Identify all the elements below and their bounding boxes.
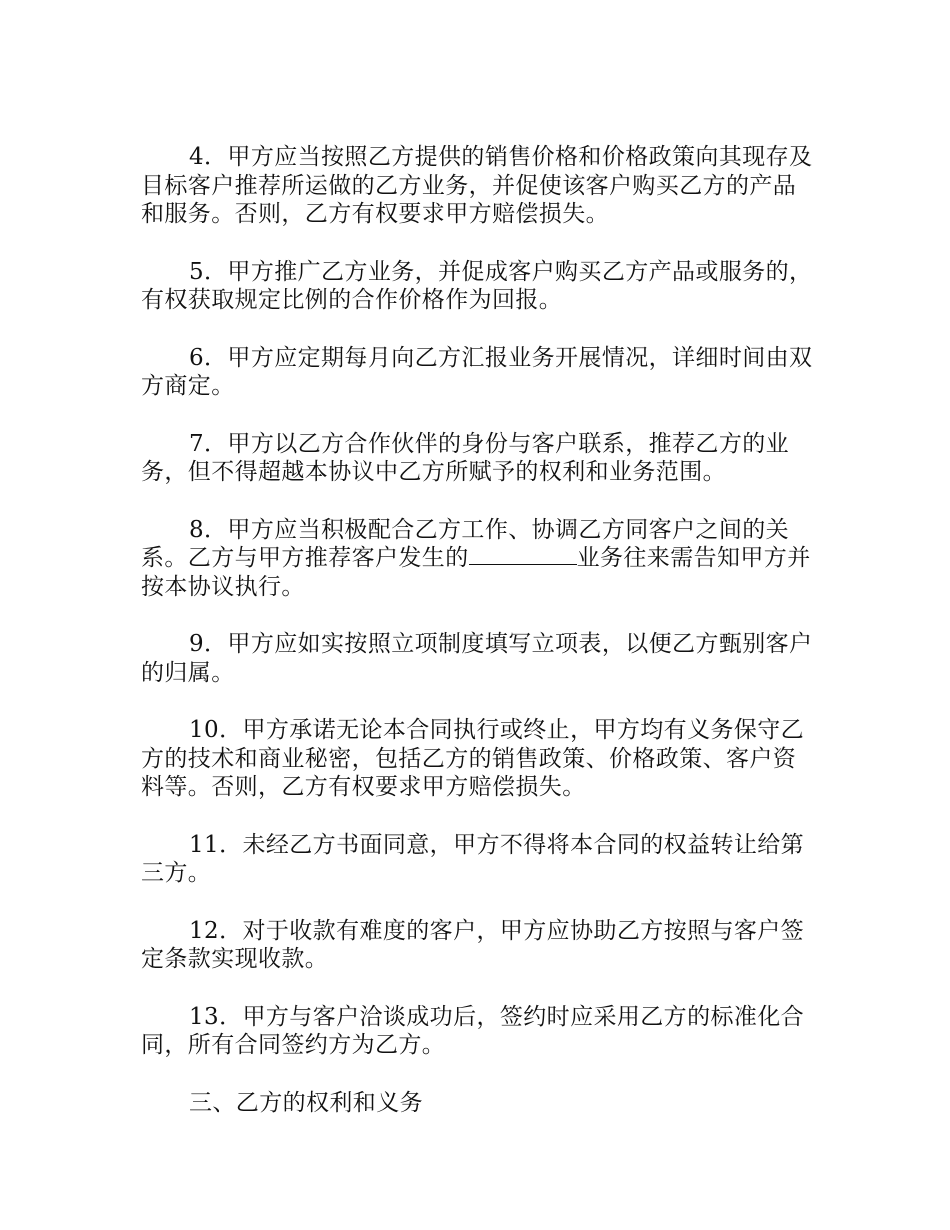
clause-8 <box>141 516 813 602</box>
clause-10: 10．甲方承诺无论本合同执行或终止，甲方均有义务保守乙方的技术和商业秘密，包括乙方的销售政策、价格政策、客户资料等。否则，乙方有权要求甲方赔偿损失。 <box>141 717 805 800</box>
clause-6: 6．甲方应定期每月向乙方汇报业务开展情况，详细时间由双方商定。 <box>141 344 813 399</box>
section-heading: 三、乙方的权利和义务 <box>189 1089 423 1116</box>
document-body <box>141 143 813 1146</box>
clause-9: 9．甲方应如实按照立项制度填写立项表，以便乙方甄别客户的归属。 <box>141 631 813 686</box>
clause-4: 4．甲方应当按照乙方提供的销售价格和价格政策向其现存及目标客户推荐所运做的乙方业务，并促使该客户购买乙方的产品和服务。否则，乙方有权要求甲方赔偿损失。 <box>141 144 813 227</box>
fill-in-blank[interactable] <box>469 544 577 565</box>
clause-5: 5．甲方推广乙方业务，并促成客户购买乙方产品或服务的，有权获取规定比例的合作价格作为回报。 <box>141 258 813 313</box>
clause-7: 7．甲方以乙方合作伙伴的身份与客户联系，推荐乙方的业务，但不得超越本协议中乙方所赋予的权利和业务范围。 <box>141 430 790 485</box>
clause-12: 12．对于收款有难度的客户，甲方应协助乙方按照与客户签定条款实现收款。 <box>141 917 805 972</box>
clause-11: 11．未经乙方书面同意，甲方不得将本合同的权益转让给第三方。 <box>141 831 805 886</box>
clause-13: 13．甲方与客户洽谈成功后，签约时应采用乙方的标准化合同，所有合同签约方为乙方。 <box>141 1003 805 1058</box>
clause-8-before-blank: 8．甲方应当积极配合乙方工作、协调乙方同客户之间的关系。乙方与甲方推荐客户发生的 <box>141 516 790 571</box>
clause-8-after-blank: 业务往来需告知甲方并按本协议执行。 <box>141 545 811 600</box>
